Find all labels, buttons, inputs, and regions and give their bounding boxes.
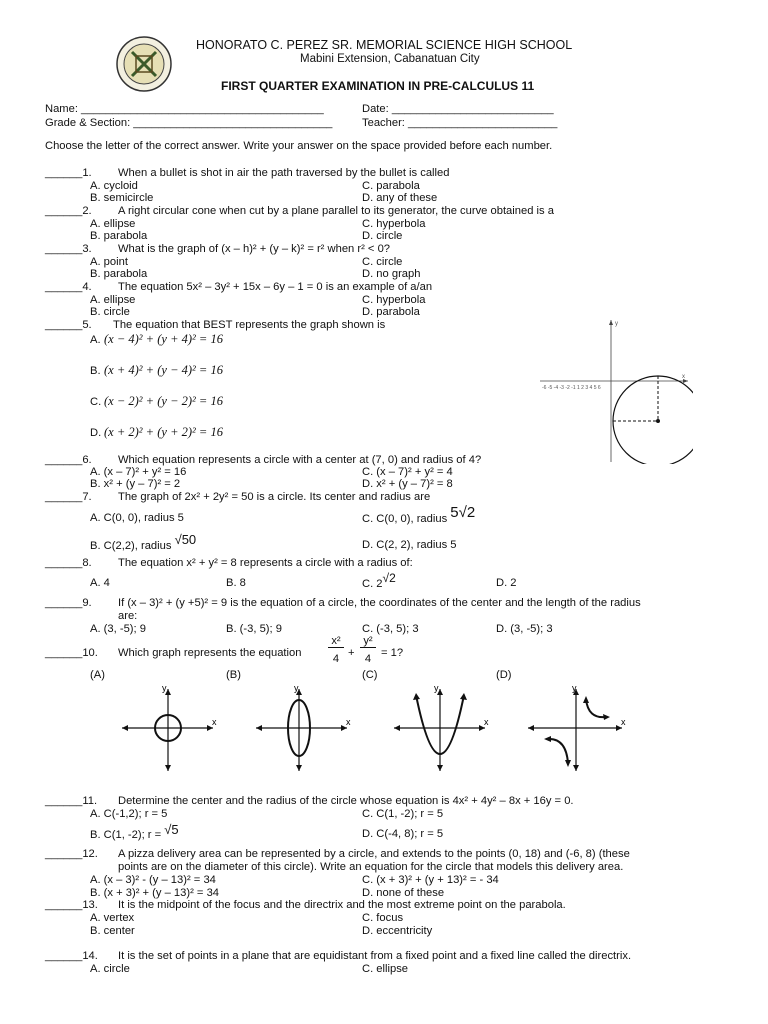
q3-text: What is the graph of (x – h)² + (y – k)² = r² when r² < 0? [118, 243, 391, 255]
q12-option-a: A. (x – 3)² - (y – 13)² = 34 [90, 874, 216, 886]
q4-option-d: D. parabola [362, 306, 420, 318]
q4-number[interactable]: ______4. [45, 281, 92, 293]
q10-graph-c-parabola [390, 683, 495, 775]
q11-option-b: B. C(1, -2); r = √5 [90, 822, 179, 841]
q2-option-c: C. hyperbola [362, 218, 426, 230]
q10-label-d: (D) [496, 669, 512, 681]
q13-option-a: A. vertex [90, 912, 135, 924]
name-field[interactable]: Name: _______________________________________ [45, 103, 324, 115]
q2-option-d: D. circle [362, 230, 403, 242]
grade-section-field[interactable]: Grade & Section: ________________________________ [45, 117, 333, 129]
x-tick-labels: -6 -5 -4 -3 -2 -1 1 2 3 4 5 6 [542, 385, 601, 391]
q10-frac1-numerator: x² [328, 636, 344, 648]
q4-option-c: C. hyperbola [362, 294, 426, 306]
q10-frac2-numerator: y² [360, 636, 376, 648]
q4-option-b: B. circle [90, 306, 130, 318]
q8-option-b: B. 8 [226, 577, 246, 589]
q12-option-c: C. (x + 3)² + (y + 13)² = - 34 [362, 874, 499, 886]
q12-number[interactable]: ______12. [45, 848, 98, 860]
q10-rhs: = 1? [381, 647, 404, 659]
q3-option-c: C. circle [362, 256, 403, 268]
q9-option-a: A. (3, -5); 9 [90, 623, 146, 635]
x-axis-label: x [682, 374, 685, 380]
q11-option-d: D. C(-4, 8); r = 5 [362, 828, 444, 840]
svg-text:y: y [162, 683, 167, 693]
q9-text: If (x – 3)² + (y +5)² = 9 is the equation of a circle, the coordinates of the center and the length of the radius [118, 597, 641, 609]
q7-option-c: C. C(0, 0), radius 5√2 [362, 504, 476, 525]
q11-text: Determine the center and the radius of the circle whose equation is 4x² + 4y² – 8x + 16y = 0. [118, 795, 574, 807]
q13-option-d: D. eccentricity [362, 925, 433, 937]
q10-graph-d-hyperbola [524, 683, 634, 775]
q7-number[interactable]: ______7. [45, 491, 92, 503]
q4-option-a: A. ellipse [90, 294, 136, 306]
q10-text: Which graph represents the equation [118, 647, 302, 659]
q14-option-c: C. ellipse [362, 963, 409, 975]
q6-option-b: B. x² + (y – 7)² = 2 [90, 478, 181, 490]
q7-text: The graph of 2x² + 2y² = 50 is a circle. Its center and radius are [118, 491, 431, 503]
q5-number[interactable]: ______5. [45, 319, 92, 331]
q10-graph-a-circle [118, 683, 223, 775]
q11-option-a: A. C(-1,2); r = 5 [90, 808, 168, 820]
q1-option-a: A. cycloid [90, 180, 138, 192]
q7-option-a: A. C(0, 0), radius 5 [90, 512, 184, 524]
q14-option-a: A. circle [90, 963, 130, 975]
q5-text: The equation that BEST represents the graph shown is [113, 319, 386, 331]
q5-option-d-letter: D. [90, 427, 102, 439]
q2-number[interactable]: ______2. [45, 205, 92, 217]
q9-option-c: C. (-3, 5); 3 [362, 623, 419, 635]
q7-option-d: D. C(2, 2), radius 5 [362, 539, 457, 551]
q8-option-c-radical: √2 [382, 571, 396, 585]
q10-label-b: (B) [226, 669, 241, 681]
q7-option-b-radical: √50 [174, 532, 197, 547]
exam-title: FIRST QUARTER EXAMINATION IN PRE-CALCULUS 11 [221, 79, 535, 93]
q9-number[interactable]: ______9. [45, 597, 92, 609]
q2-text: A right circular cone when cut by a plane parallel to its generator, the curve obtained is a [118, 205, 554, 217]
q3-option-a: A. point [90, 256, 128, 268]
svg-text:x: x [484, 717, 489, 727]
q9-option-d: D. (3, -5); 3 [496, 623, 553, 635]
q13-text: It is the midpoint of the focus and the directrix and the most extreme point on the parabola. [118, 899, 566, 911]
q10-frac2-denominator: 4 [364, 653, 372, 665]
q8-text: The equation x² + y² = 8 represents a circle with a radius of: [118, 557, 413, 569]
q8-option-c: C. 2√2 [362, 571, 396, 590]
center-point [656, 419, 660, 423]
q1-option-d: D. any of these [362, 192, 438, 204]
date-field[interactable]: Date: __________________________ [362, 103, 554, 115]
q2-option-a: A. ellipse [90, 218, 136, 230]
q5-circle-graph [538, 318, 693, 464]
q12-option-d: D. none of these [362, 887, 445, 899]
q10-frac1-denominator: 4 [332, 653, 340, 665]
q5-option-a-letter: A. [90, 334, 101, 346]
q5-option-c-letter: C. [90, 396, 102, 408]
svg-text:y: y [572, 683, 577, 693]
q5-option-d: (x + 2)² + (y + 2)² = 16 [104, 425, 223, 439]
svg-text:y: y [434, 683, 439, 693]
q11-option-c: C. C(1, -2); r = 5 [362, 808, 444, 820]
q8-number[interactable]: ______8. [45, 557, 92, 569]
q5-option-a: (x − 4)² + (y + 4)² = 16 [104, 332, 223, 346]
q9-text-line2: are: [118, 610, 138, 622]
teacher-field[interactable]: Teacher: ________________________ [362, 117, 558, 129]
q1-number[interactable]: ______1. [45, 167, 92, 179]
svg-text:x: x [346, 717, 351, 727]
q3-option-d: D. no graph [362, 268, 421, 280]
q5-option-b: (x + 4)² + (y − 4)² = 16 [104, 363, 223, 377]
svg-text:x: x [212, 717, 217, 727]
q1-text: When a bullet is shot in air the path traversed by the bullet is called [118, 167, 450, 179]
q5-option-b-letter: B. [90, 365, 101, 377]
svg-text:y: y [294, 683, 299, 693]
q2-option-b: B. parabola [90, 230, 148, 242]
q3-number[interactable]: ______3. [45, 243, 92, 255]
q13-option-c: C. focus [362, 912, 404, 924]
school-seal-logo [116, 36, 172, 92]
q6-option-d: D. x² + (y – 7)² = 8 [362, 478, 453, 490]
q14-number[interactable]: ______14. [45, 950, 98, 962]
q6-text: Which equation represents a circle with a center at (7, 0) and radius of 4? [118, 454, 482, 466]
q9-option-b: B. (-3, 5); 9 [226, 623, 282, 635]
svg-text:x: x [621, 717, 626, 727]
q7-option-b: B. C(2,2), radius √50 [90, 532, 197, 552]
q7-option-c-radical: 5√2 [450, 504, 476, 521]
q5-option-c: (x − 2)² + (y − 2)² = 16 [104, 394, 223, 408]
q13-option-b: B. center [90, 925, 135, 937]
q1-option-b: B. semicircle [90, 192, 154, 204]
q6-number[interactable]: ______6. [45, 454, 92, 466]
y-axis-label: y [615, 321, 618, 327]
q6-option-a: A. (x – 7)² + y² = 16 [90, 466, 187, 478]
q6-option-c: C. (x – 7)² + y² = 4 [362, 466, 453, 478]
q14-text: It is the set of points in a plane that are equidistant from a fixed point and a fixed line called the directrix. [118, 950, 632, 962]
q13-number[interactable]: ______13. [45, 899, 98, 911]
q11-option-b-radical: √5 [164, 822, 179, 837]
q8-option-d: D. 2 [496, 577, 517, 589]
q10-label-c: (C) [362, 669, 378, 681]
school-name: HONORATO C. PEREZ SR. MEMORIAL SCIENCE HIGH SCHOOL [196, 38, 573, 52]
q3-option-b: B. parabola [90, 268, 148, 280]
instructions: Choose the letter of the correct answer. Write your answer on the space provided before each number. [45, 140, 553, 152]
q1-option-c: C. parabola [362, 180, 420, 192]
school-address: Mabini Extension, Cabanatuan City [300, 53, 480, 65]
q8-option-a: A. 4 [90, 577, 110, 589]
q12-option-b: B. (x + 3)² + (y – 13)² = 34 [90, 887, 220, 899]
q10-graph-b-ellipse [252, 683, 357, 775]
q11-number[interactable]: ______11. [45, 795, 98, 807]
q12-text-line2: points are on the diameter of this circle). Write an equation for the circle that models this delivery area. [118, 861, 624, 873]
q10-plus: + [348, 647, 355, 659]
q12-text: A pizza delivery area can be represented by a circle, and extends to the points (0, 18) and (-6, 8) (these [118, 848, 630, 860]
q10-label-a: (A) [90, 669, 105, 681]
circle-shape [613, 376, 693, 464]
q10-number[interactable]: ______10. [45, 647, 98, 659]
q4-text: The equation 5x² – 3y² + 15x – 6y – 1 = 0 is an example of a/an [118, 281, 433, 293]
